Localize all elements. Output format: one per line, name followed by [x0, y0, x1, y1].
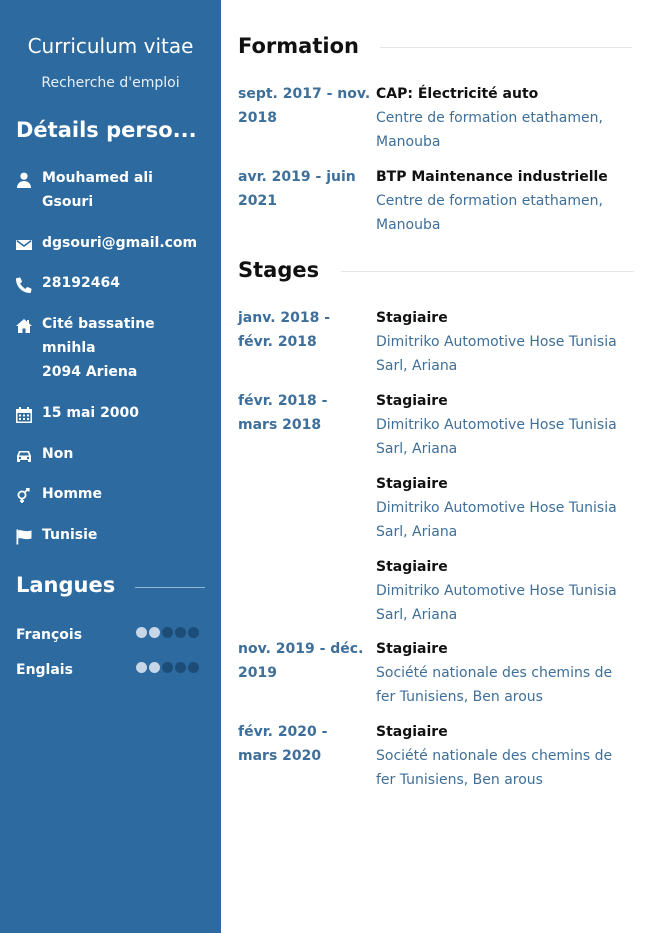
entry-title: Stagiaire [376, 393, 448, 409]
entry-date: nov. 2019 - déc. 2019 [238, 641, 364, 681]
entry-date: janv. 2018 - févr. 2018 [238, 310, 331, 350]
formation-heading-rule [380, 47, 632, 48]
entry-title: Stagiaire [376, 641, 448, 657]
entry-date: févr. 2018 - mars 2018 [238, 393, 328, 433]
user-icon [16, 169, 42, 214]
entry-title: Stagiaire [376, 476, 448, 492]
detail-birthdate [16, 404, 216, 425]
home-icon [16, 315, 42, 384]
detail-phone [16, 274, 216, 295]
entry-location: Société nationale des chemins de fer Tunisiens, Ben arous [376, 665, 613, 705]
language-row [16, 659, 206, 679]
sidebar [0, 0, 221, 933]
calendar-icon [16, 404, 42, 425]
gender-icon [16, 485, 42, 506]
level-dot-empty [162, 627, 173, 638]
envelope-icon [16, 234, 42, 255]
language-level-dots [136, 627, 199, 638]
level-dot-empty [175, 662, 186, 673]
cv-subtitle: Recherche d'emploi [41, 75, 180, 91]
car-icon [16, 445, 42, 466]
language-level-dots [136, 662, 199, 673]
entry-location: Dimitriko Automotive Hose Tunisia Sarl, Ariana [376, 417, 617, 457]
main-content [221, 0, 664, 933]
birthdate-text: 15 mai 2000 [42, 405, 140, 421]
driving-text: Non [42, 446, 74, 462]
stages-heading: Stages [238, 258, 320, 282]
entry-date: sept. 2017 - nov. 2018 [238, 86, 371, 126]
entry-location: Société nationale des chemins de fer Tunisiens, Ben arous [376, 748, 613, 788]
entry-title: Stagiaire [376, 724, 448, 740]
entry-location: Dimitriko Automotive Hose Tunisia Sarl, Ariana [376, 500, 617, 540]
level-dot-empty [162, 662, 173, 673]
level-dot-empty [188, 627, 199, 638]
stages-heading-rule [341, 271, 634, 272]
entry-location: Centre de formation etathamen, Manouba [376, 193, 603, 233]
level-dot-filled [149, 662, 160, 673]
entry-location: Dimitriko Automotive Hose Tunisia Sarl, Ariana [376, 583, 617, 623]
address-line-2: mnihla [42, 340, 96, 356]
language-row [16, 624, 206, 644]
entry-location: Centre de formation etathamen, Manouba [376, 110, 603, 150]
detail-email [16, 234, 216, 255]
detail-driving-licence [16, 445, 216, 466]
name-line-2: Gsouri [42, 194, 94, 210]
formation-heading: Formation [238, 34, 359, 58]
languages-heading: Langues [16, 573, 116, 597]
level-dot-filled [136, 627, 147, 638]
detail-address [16, 315, 216, 384]
entry-location: Dimitriko Automotive Hose Tunisia Sarl, Ariana [376, 334, 617, 374]
address-line-1: Cité bassatine [42, 316, 155, 332]
language-name: François [16, 627, 83, 643]
detail-name [16, 169, 216, 214]
language-name: Englais [16, 662, 73, 678]
detail-gender [16, 485, 216, 506]
address-line-3: 2094 Ariena [42, 364, 138, 380]
nationality-text: Tunisie [42, 527, 98, 543]
entry-date: févr. 2020 - mars 2020 [238, 724, 328, 764]
phone-icon [16, 274, 42, 295]
detail-nationality [16, 526, 216, 547]
phone-text[interactable]: 28192464 [42, 275, 120, 291]
level-dot-filled [136, 662, 147, 673]
name-line-1: Mouhamed ali [42, 170, 153, 186]
flag-icon [16, 526, 42, 547]
entry-date: avr. 2019 - juin 2021 [238, 169, 356, 209]
entry-title: Stagiaire [376, 559, 448, 575]
entry-title: BTP Maintenance industrielle [376, 169, 608, 185]
details-heading: Détails perso... [16, 118, 197, 142]
level-dot-empty [175, 627, 186, 638]
entry-title: CAP: Électricité auto [376, 86, 539, 102]
email-text[interactable]: dgsouri@gmail.com [42, 235, 198, 251]
gender-text: Homme [42, 486, 103, 502]
languages-heading-rule [135, 587, 205, 588]
entry-title: Stagiaire [376, 310, 448, 326]
level-dot-empty [188, 662, 199, 673]
level-dot-filled [149, 627, 160, 638]
cv-title: Curriculum vitae [27, 34, 194, 58]
